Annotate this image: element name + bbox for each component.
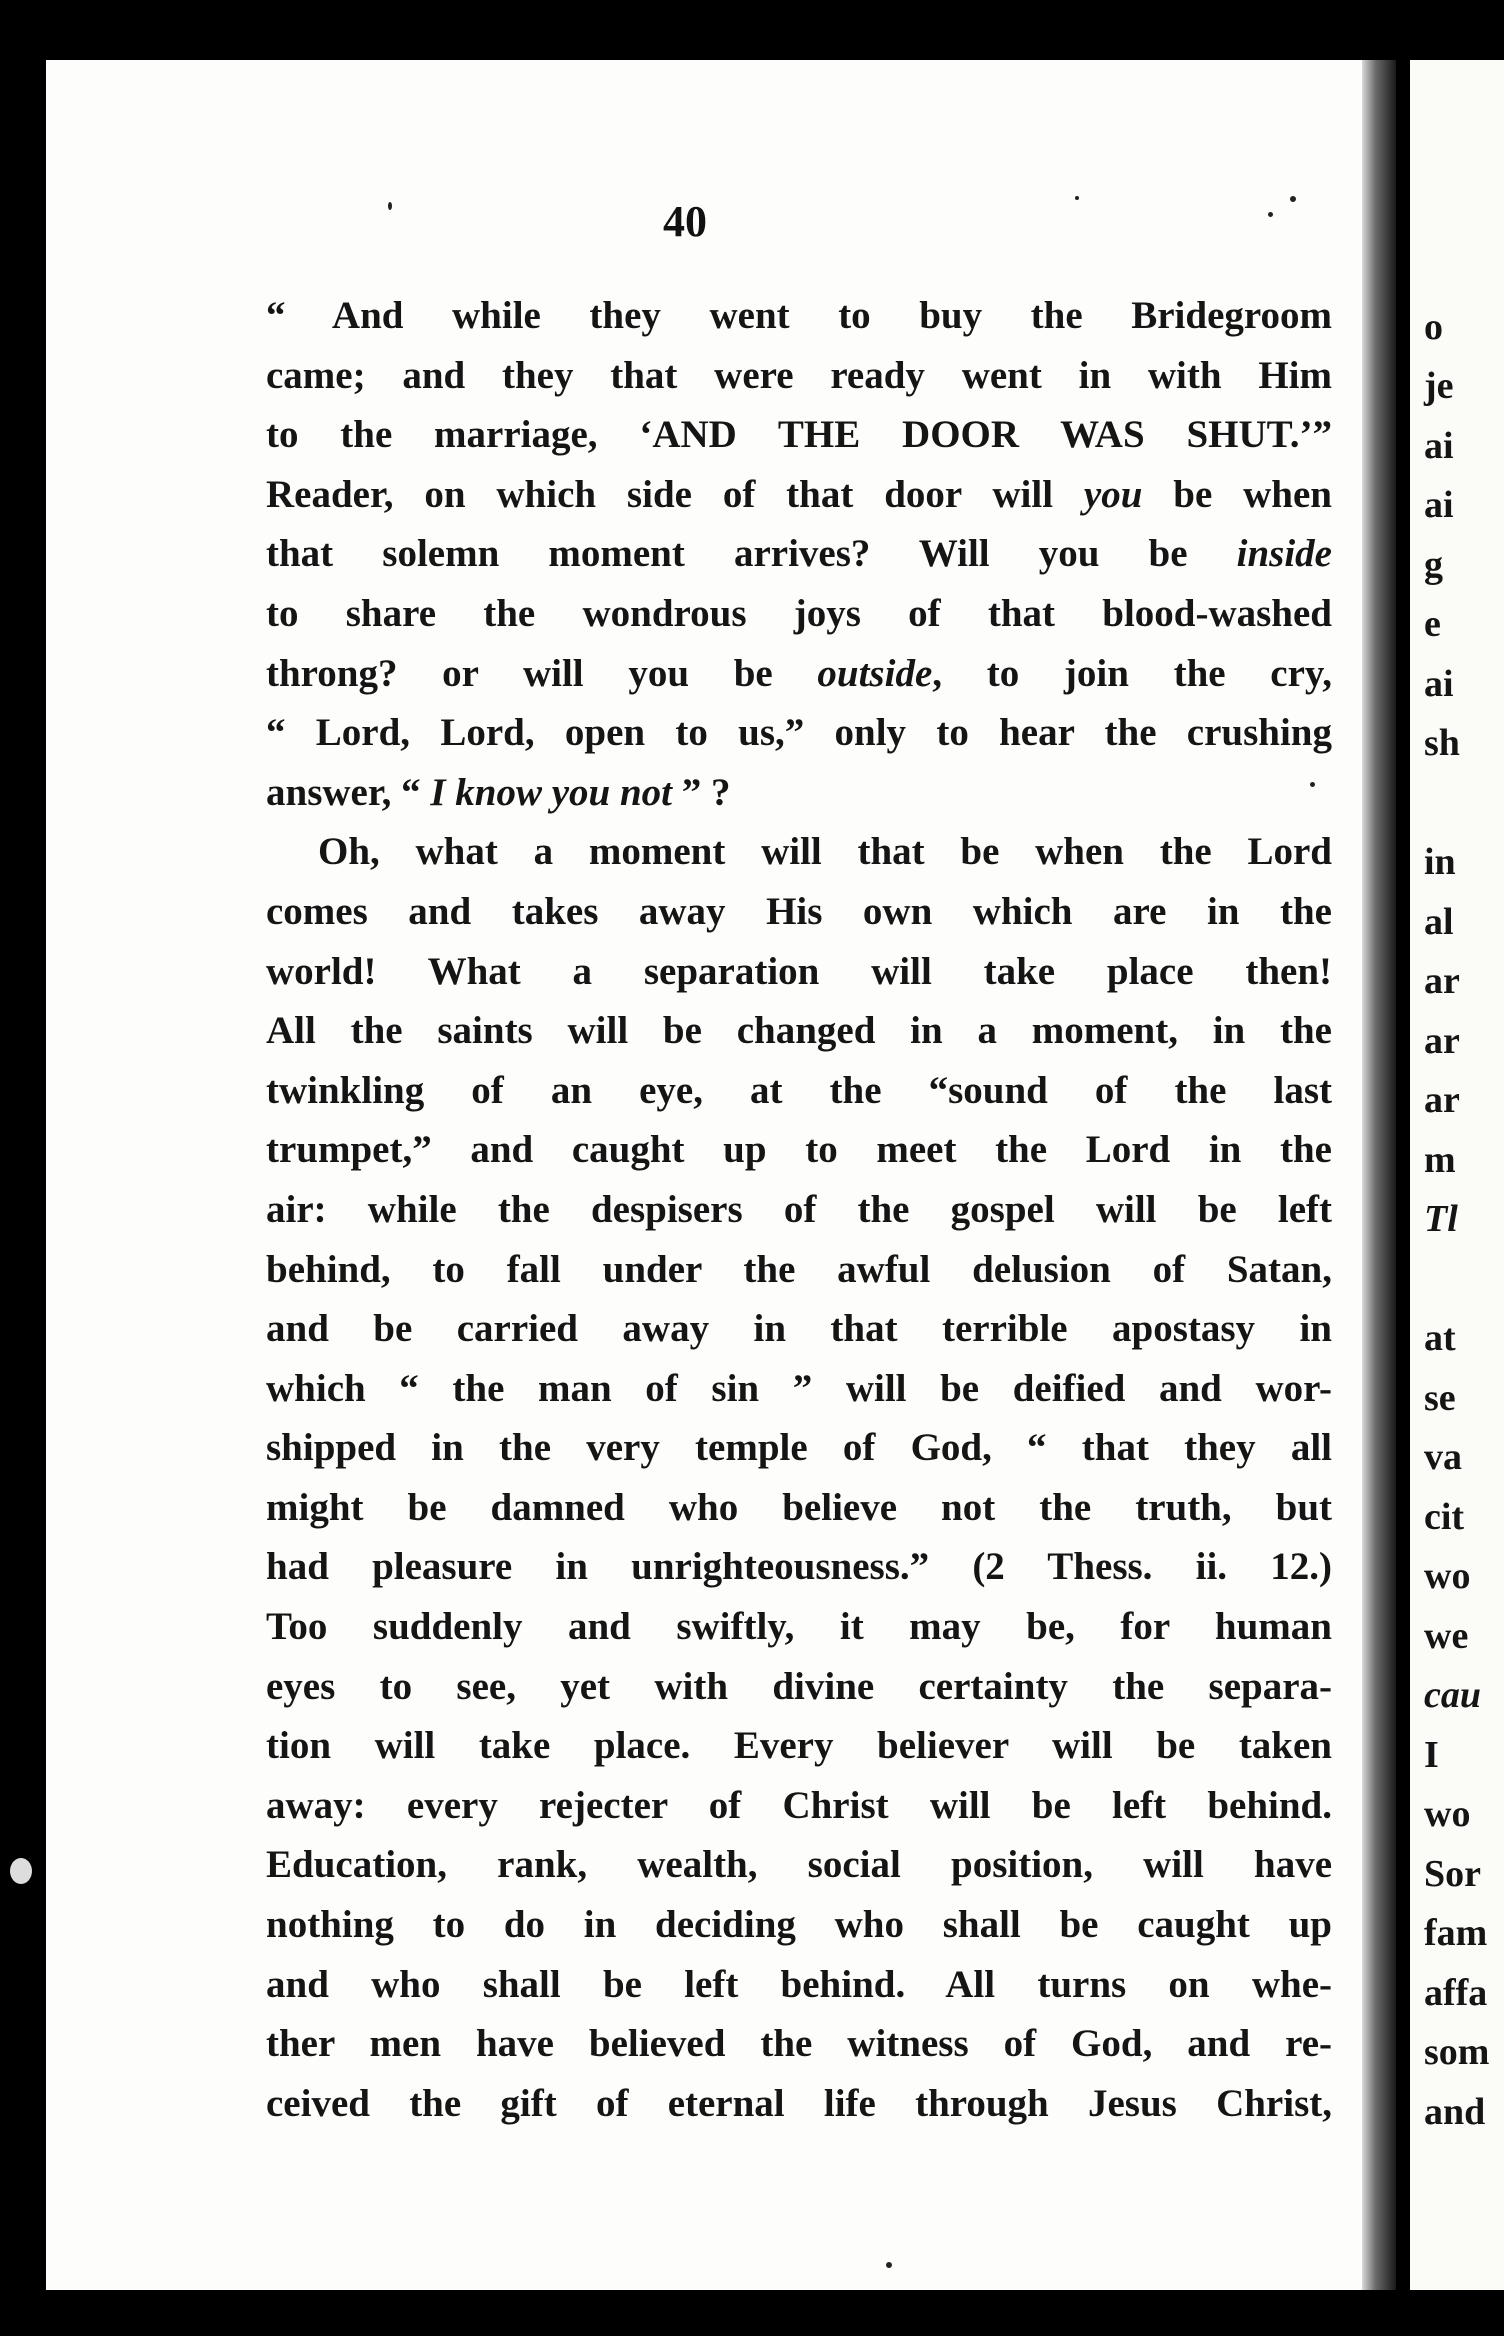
page-number: 40 (663, 197, 707, 246)
text-line: ther men have believed the witness of God, and re- (266, 2022, 1332, 2066)
facing-fragment: fam (1424, 1912, 1488, 1954)
text-line: away: every rejecter of Christ will be left behind. (266, 1783, 1332, 1827)
facing-page (1410, 60, 1504, 2290)
facing-fragment: cit (1424, 1496, 1465, 1538)
text-line: nothing to do in deciding who shall be caught up (266, 1903, 1332, 1947)
book-gutter (1362, 60, 1396, 2290)
facing-fragment: ai (1424, 425, 1454, 467)
text-line: world! What a separation will take place then! (266, 949, 1332, 993)
text-line: to share the wondrous joys of that blood-washed (266, 591, 1332, 635)
text-line: might be damned who believe not the truth, but (266, 1485, 1332, 1529)
facing-fragment: ai (1424, 484, 1454, 526)
text-line: came; and they that were ready went in with Him (266, 353, 1332, 397)
facing-fragment: wo (1424, 1555, 1471, 1597)
facing-fragment: som (1424, 2031, 1490, 2073)
body-text (266, 286, 1332, 2133)
text-line: Reader, on which side of that door will you be when (266, 472, 1332, 516)
dust-speck (1290, 196, 1296, 202)
facing-fragment: Sor (1424, 1853, 1481, 1895)
facing-fragment: ar (1424, 1020, 1460, 1062)
text-line: which “ the man of sin ” will be deified and wor- (266, 1366, 1332, 1410)
facing-fragment: va (1424, 1436, 1462, 1478)
text-line: throng? or will you be outside, to join the cry, (266, 651, 1332, 695)
facing-fragment: je (1424, 365, 1454, 407)
dust-speck (1310, 782, 1315, 787)
facing-fragment: affa (1424, 1972, 1488, 2014)
dust-speck (388, 202, 392, 210)
text-line: and be carried away in that terrible apostasy in (266, 1307, 1332, 1351)
facing-fragment: se (1424, 1377, 1456, 1419)
dust-speck (10, 1858, 32, 1884)
text-line: tion will take place. Every believer will be taken (266, 1724, 1332, 1768)
dust-speck (1268, 212, 1273, 217)
facing-fragment: cau (1424, 1674, 1481, 1716)
dust-speck (1075, 196, 1079, 200)
text-line: ceived the gift of eternal life through Jesus Christ, (266, 2081, 1332, 2125)
text-line: Oh, what a moment will that be when the Lord (318, 830, 1332, 874)
facing-fragment: al (1424, 901, 1454, 943)
facing-fragment: g (1424, 544, 1443, 586)
text-line: All the saints will be changed in a moment, in the (266, 1009, 1332, 1053)
text-line: answer, “ I know you not ” ? (266, 770, 731, 814)
text-line: Too suddenly and swiftly, it may be, for human (266, 1605, 1332, 1649)
text-line: twinkling of an eye, at the “sound of the last (266, 1068, 1332, 1112)
facing-fragment: ar (1424, 1079, 1460, 1121)
text-line: shipped in the very temple of God, “ that they all (266, 1426, 1332, 1470)
facing-fragment: and (1424, 2091, 1486, 2133)
text-line: trumpet,” and caught up to meet the Lord in the (266, 1128, 1332, 1172)
facing-fragment: o (1424, 306, 1443, 348)
dust-speck (886, 2262, 892, 2268)
facing-fragment: at (1424, 1317, 1456, 1359)
text-line: air: while the despisers of the gospel will be left (266, 1187, 1332, 1231)
text-line: Education, rank, wealth, social position, will have (266, 1843, 1332, 1887)
text-line: had pleasure in unrighteousness.” (2 Thess. ii. 12.) (266, 1545, 1332, 1589)
facing-fragment: m (1424, 1139, 1456, 1181)
text-line: that solemn moment arrives? Will you be inside (266, 532, 1332, 576)
facing-fragment: I (1424, 1734, 1439, 1776)
text-line: and who shall be left behind. All turns on whe- (266, 1962, 1332, 2006)
facing-fragment: we (1424, 1615, 1469, 1657)
facing-fragment: ar (1424, 960, 1460, 1002)
text-line: behind, to fall under the awful delusion of Satan, (266, 1247, 1332, 1291)
text-line: eyes to see, yet with divine certainty the separa- (266, 1664, 1332, 1708)
facing-fragment: sh (1424, 722, 1460, 764)
text-line: comes and takes away His own which are in the (266, 889, 1332, 933)
text-line: “ And while they went to buy the Bridegroom (266, 294, 1332, 337)
facing-fragment: wo (1424, 1793, 1471, 1835)
facing-fragment: ai (1424, 663, 1454, 705)
facing-fragment: in (1424, 841, 1456, 883)
facing-fragment: Tl (1424, 1198, 1458, 1240)
facing-fragment: e (1424, 603, 1441, 645)
text-line: “ Lord, Lord, open to us,” only to hear the crushing (266, 711, 1332, 755)
text-line: to the marriage, ‘AND THE DOOR WAS SHUT.’” (266, 413, 1332, 457)
